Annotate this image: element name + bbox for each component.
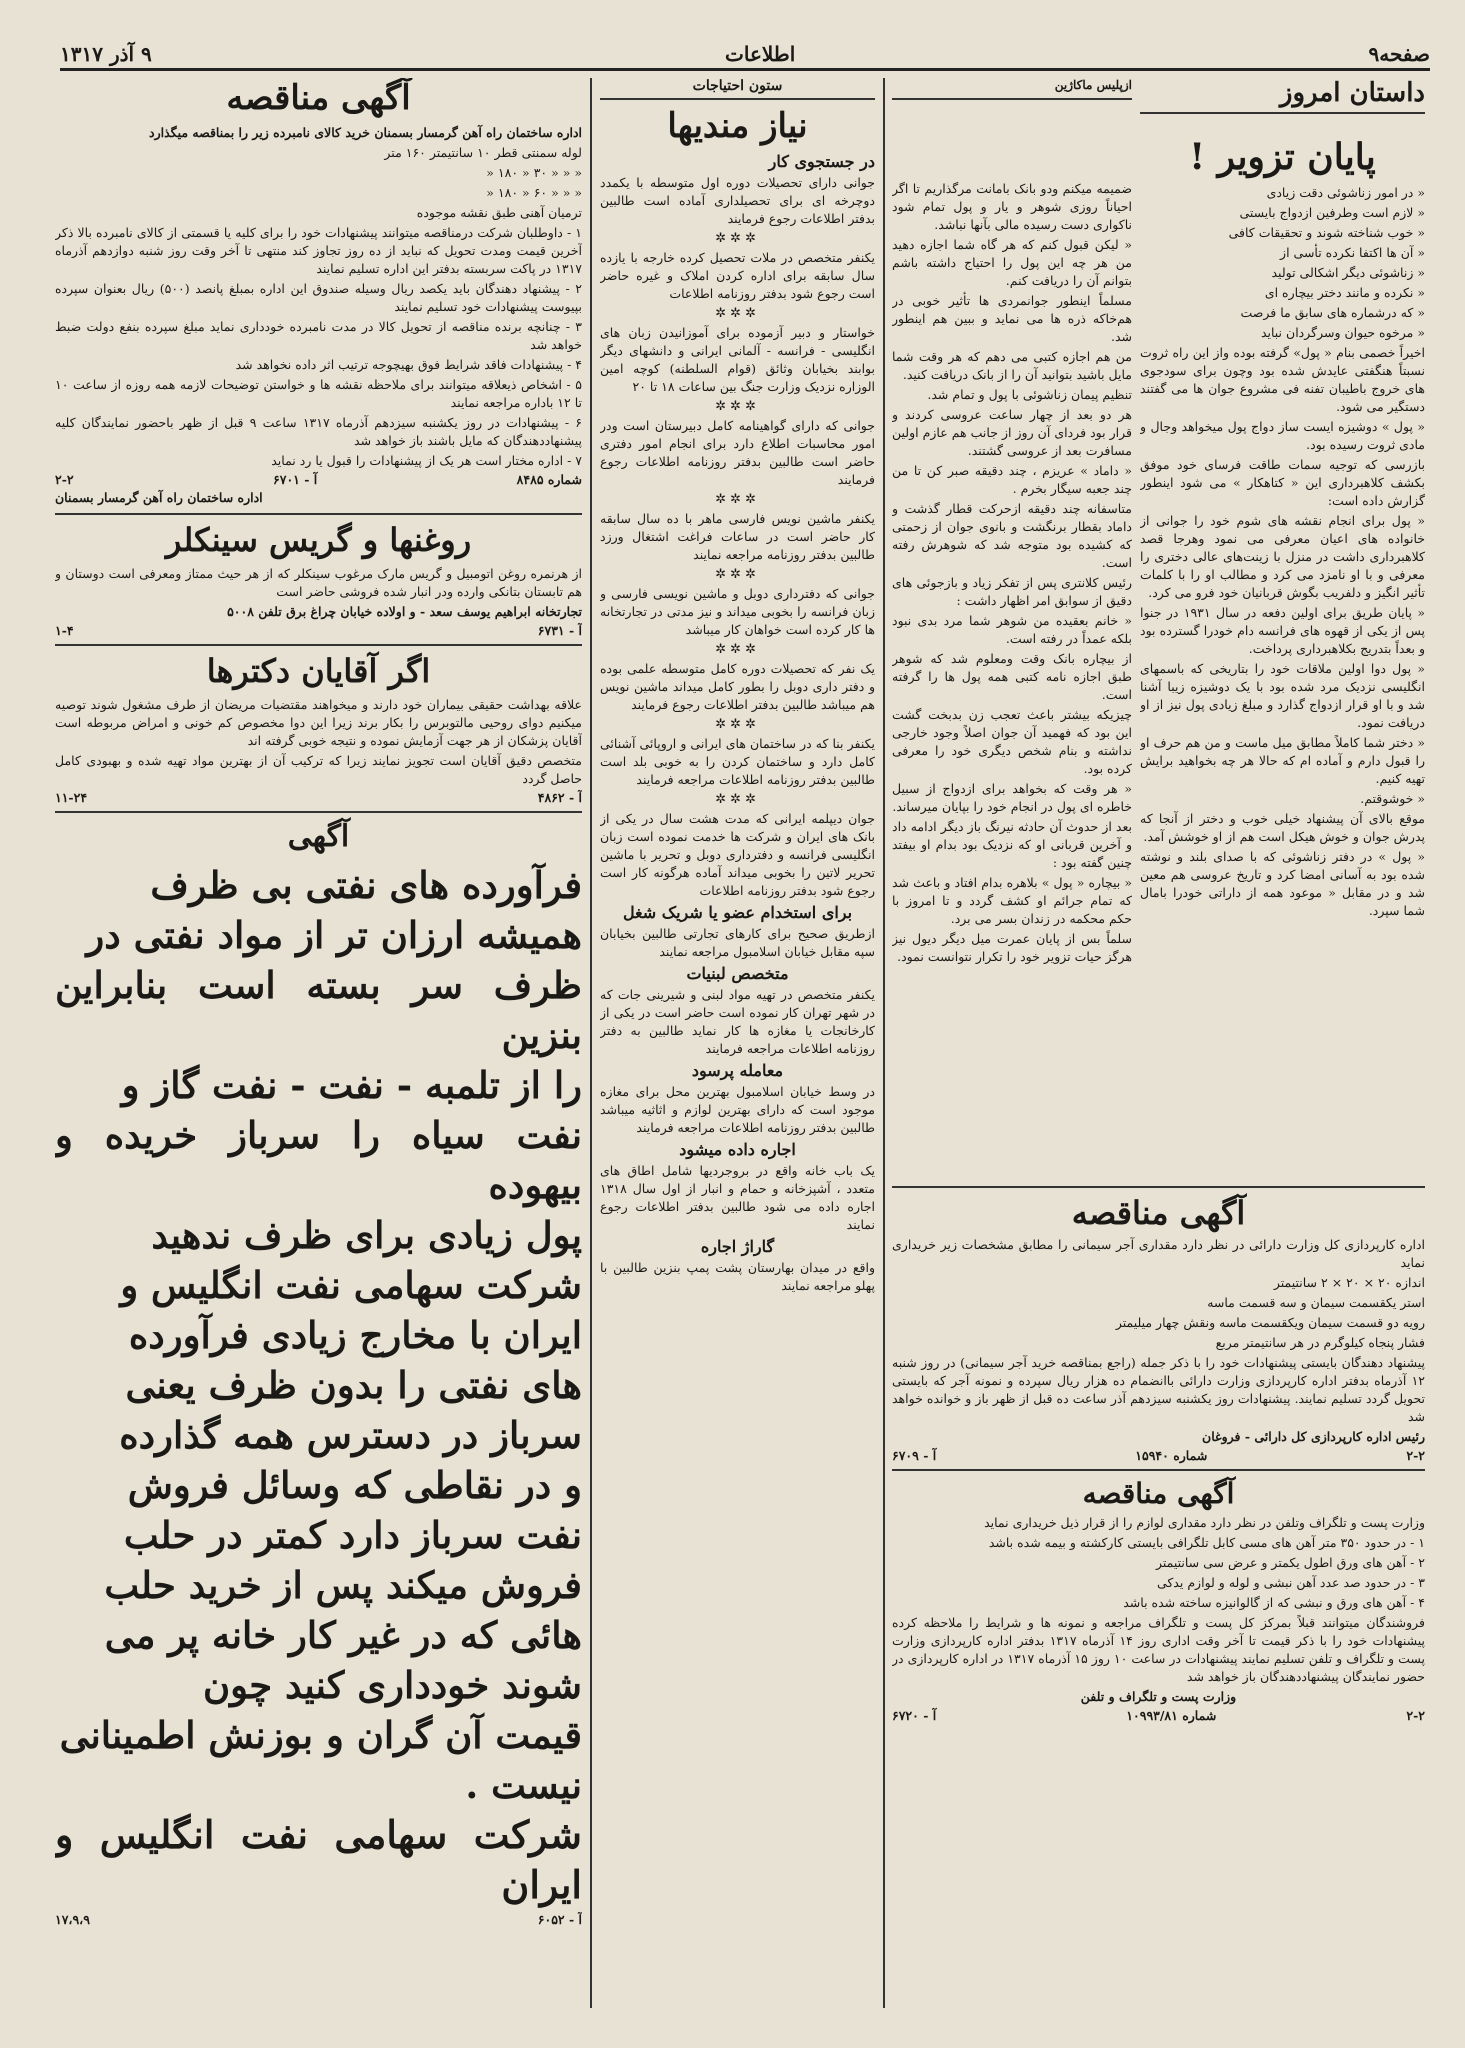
ad-reference [892,1708,1425,1723]
classified-item: ازطریق صحیح برای کارهای تجارتی طالبین بخیابان سپه مقابل خیابان اسلامبول مراجعه نمایند [600,926,875,959]
tender-item: ۱ - در حدود ۳۵۰ متر آهن های مسی کابل تلگرافی بایستی کارکشته و بیمه شده باشد [988,1535,1425,1550]
story-paragraph: مسلماً اینطور جوانمرد‌ی ها تأثیر خوبی در هم‌خاکه ذره ها می نماید و ببین هم اینطور شد. [892,293,1132,344]
classified-heading: برای استخدام عضو یا شریک شغل [622,903,853,922]
divider [55,811,582,813]
story-intro-bullets [1140,184,1425,342]
tender-condition: ۱ - داوطلبان شرکت درمناقصه میتوانند پیشنهادات خود را برای کلیه یا قسمتی از کالای نامبرده بالا ذکر آخرین قیمت ومدت تحویل که نباید از ده روز تجاوز کند منتهی تا آخر وقت روز شنبه دوازدهم آذرماه ۱۳۱۷ در پاکت سربسته بدفتر این اداره تسلیم نمایند [55,225,582,276]
tender-item: لوله سمنتی قطر ۱۰ سانتیمتر ۱۶۰ متر [384,145,582,160]
tender-condition: ۷ - اداره مختار است هر یک از پیشنهادات را قبول یا رد نماید [271,453,582,468]
story-paragraph: موقع بالای آن پیشنهاد خیلی خوب و دختر از آنجا که پدرش جوان و خوش هیکل است هم از او خوشش آمد. [1140,811,1425,844]
story-paragraph: رئیس کلانتری پس از تفکر زیاد و بازجوئی های دقیق از سوابق امر اظهار داشت : [892,575,1132,608]
story-paragraph: « پول » در دفتر زناشوئی که با صدای بلند و نوشته شده بود به آسانی امضا کرد و تاریخ عروسی هم معین شد و در مقابل « موعود همه از داراتی خودرا بامال شما سپرد. [1140,849,1425,918]
story-paragraph: « هر وقت که بخواهد برای ازدواج از سبیل خاطره ای پول در انجام ‌خود را بپایان میرساند. [892,781,1132,814]
tender-condition: ۳ - چنانچه برنده مناقصه از تحویل کالا در مدت نامبرده خودداری نماید مبلغ سپرده بنفع دولت ضبط خواهد شد [55,319,582,352]
ad-ref-code: آ - ۶۰۵۲ [537,1912,582,1927]
story-paragraph: « پول برای انجام نقشه های شوم خود را جوانی از خانواده های اعیان معرفی می نمود وهرجا قصد کلاهبرداری داشت در منزل با زینت‌های عالی دختری را معرفی و با او نامزد می کرد و مطالب او را با کلمات تأثیر انگیز و دلفریب بگوش قربانیان خود فرو می کرد. [1140,513,1425,600]
tender-body: فروشندگان میتوانند قبلاً بمرکز کل پست و تلگراف مراجعه و نمونه ها و شرایط را ملاحظه کرده پیشنهادات خود را با ذکر قیمت تا آخر وقت اداری روز ۱۴ آذرماه ۱۳۱۷ بدفتر اداره کارپردازی وزارت پست و تلگراف و تلفن تسلیم نمایند پیشنهادات در ساعت ۱۰ روز ۱۵ آذرماه ۱۳۱۷ در اداره کارپردازی در حضور نمایندگان پیشنهاددهندگان باز خواهد شد [892,1615,1425,1684]
ad-text: از هرنمره روغن اتومبیل و گریس مارک مرغوب سینکلر که از هر حیث ممتاز ومعرفی است دوستان و هم تابستان بتانکی وارده ودر انبار شده فروشی حاضر است [55,566,582,599]
tender-signature: وزارت پست و تلگراف و تلفن [1080,1689,1237,1704]
classified-item: جوانی که دارای گواهینامه کامل دبیرستان است ودر امور محاسبات اطلاع دارد برای انجام امور دفتری حاضر است طالبین بدفتر روزنامه اطلاعات رجوع فرمایند [600,418,875,487]
tender-spec: استر یکقسمت سیمان و سه قسمت ماسه [1207,1295,1425,1310]
ad-line: شوند خودداری کنید چون [202,1663,582,1707]
tender-item: ۴ - آهن های ورق و نبشی که از گالوانیزه ساخته شده باشد [1123,1595,1425,1610]
ad-ref-count: ۲-۲ [55,472,74,487]
tender-title: آگهی مناقصه [226,78,411,118]
story-paragraph: چیزیکه بیشتر باعث تعجب زن بدبخت گشت این بود که فهمید آن جوان اصلاً وجود خارجی نداشته و بنام شخص دیگری خود را معرفی کرده بود. [892,707,1132,776]
tender-body: پیشنهاد دهندگان بایستی پیشنهادات خود را با ذکر جمله (راجع بمناقصه خرید آجر سیمانی) در روز شنبه ۱۲ آذرماه بدفتر اداره کارپردازی وزارت دارائی باانضمام ده هزار ریال سپرده و نمونه آجر که بایستی تحویل گردد تسلیم نمایند. پیشنهادات روز یکشنبه سیزدهم آذر ساعت ده قبل از ظهر باز و خوانده خواهد شد [892,1355,1425,1424]
story-paragraph: بعد از حدوث آن حادثه نیرنگ باز دیگر ادامه داد و آخرین قربانی او که نزدیک بود بدام او بیفتد چنین گفته بود : [892,819,1132,870]
separator-icon: ✲✲✲ [715,306,760,321]
ad-number: شماره ۱۰۹۹۳/۸۱ [1126,1708,1217,1723]
ad-line: همیشه ارزان تر از مواد نفتی در [86,913,582,957]
issue-date: ۹ آذر ۱۳۱۷ [60,42,152,66]
story-paragraph: ضمیمه میکنم ودو بانک بامانت مرگذاریم تا اگر احیاناً روزی شوهر و یار و پول تمام شود ناکواری دست رسیده مالی بآنها نباشد. [892,181,1132,232]
tender-item: « « « ۳۰ « ۱۸۰ « [486,165,582,180]
ad-title: آگهی [287,819,350,854]
ad-reference [55,1912,582,1927]
story-paragraph: اخیراً خصمی بنام « پول» گرفته بوده واز این راه ثروت نسبتاً هنگفتی عاید‌ش شده بود وچون برای سودجوی های خروج باطیبان تفنه فی مشروع جوان ها می گفتند دستگیر می شود. [1140,345,1425,414]
classified-item: خواستار و دبیر آزموده برای آموزانیدن زبان های انگلیسی - فرانسه - آلمانی ایرانی و دانشهای دیگر بوابند بخیابان وثائق (قوام السلطنه) کوچه امین الوزاره نزدیک وزارت جنگ بین ساعات ۱۸ تا ۲۰ [600,325,875,394]
separator-icon: ✲✲✲ [715,231,760,246]
doctors-ad [55,652,582,805]
ad-title: روغنها و گریس سینکلر [165,521,472,559]
story-paragraph: تنظیم پیمان زناشوئی با پول و تمام شد. [927,387,1132,402]
classified-item: یکنفر بنا که در ساختمان های ایرانی و اروپائی آشنائی کامل دارد و ساختمان کردن را به خوبی بلد است طالبین بدفتر روزنامه اطلاعات مراجعه فرمایند [600,736,875,787]
tender-item: ۳ - در حدود صد عدد آهن نبشی و لوله و لوازم یدکی [1156,1575,1425,1590]
ad-reference [892,1448,1425,1463]
ad-ref-count: ۲-۲ [1406,1708,1425,1723]
story-paragraph: « خوشوقتم. [1360,791,1425,806]
ad-ref-code: آ - ۶۷۰۱ [273,472,318,487]
classified-heading: اجاره داده میشود [679,1140,796,1159]
bullet-line: « نکرده و مانند دختر بیچاره ای [1264,285,1425,300]
paper-name: اطلاعات [725,42,796,66]
ad-ref-code: آ - ۶۷۰۹ [892,1448,937,1463]
ads-column [55,78,582,2008]
ad-ref-code: آ - ۶۷۲۰ [892,1708,937,1723]
ad-line: و در نقاطی که وسائل فروش [127,1463,582,1507]
ad-line: نفت سرباز دارد کمتر در حلب [123,1513,582,1557]
bullet-line: « لازم است وطرفین ازدواج بایستی [1239,205,1425,220]
story-paragraph: سلماً بس از پایان عمرت میل دیگر دیول نیز هرگز حیات تزویر خود را تکرار نتوانست نمود. [892,931,1132,964]
divider [892,1186,1425,1188]
classified-item: یک باب خانه واقع در بروجردیها شامل اطاق های متعدد ، آشپزخانه و حمام و انبار از اول سال ۱۳۱۸ اجاره داده می شود طالبین بدفتر اطلاعات رجوع نمایند [600,1163,875,1232]
oil-company-ad [55,819,582,1927]
ad-text: علاقه بهداشت حقیقی بیماران خود دارند و میخواهند مقتضیات مریضان از طرف مشغول شوند توصیه میکنیم دوای روحیی مالتوبرس را بکار برند زیرا این دوا مخصوص کم خونی و امراض مربوطه است آقایان پزشکان از هر جهت آزمایش نموده و نتیجه خوبی گرفته اند [55,697,582,748]
story-paragraph: « دختر شما کاملاً مطابق میل ماست و من هم حرف او را قبول دارم و آماده ام که حالا هر چه بخواهید برایش تهیه کنیم. [1140,735,1425,786]
tender-intro: وزارت پست و تلگراف وتلفن در نظر دارد مقداری لوازم را از قرار ذیل خریداری نماید [984,1515,1425,1530]
tender-block [892,1180,1425,2008]
tender-ad [55,78,582,507]
bullet-line: « در امور زناشوئی دقت زیادی [1266,185,1425,200]
story-paragraph: « پول دوا اولین ملاقات خود را بتاریخی که باسمهای انگلیسی نزدیک مرد شده بود با یک دوشیزه زیبا آشنا شد و با او قرار ازدواج گذارد و مبلغ زیادی پول نیز از او دریافت نمود. [1140,661,1425,730]
separator-icon: ✲✲✲ [715,642,760,657]
ad-line: های نفتی را بدون ظرف یعنی [125,1363,582,1407]
ad-text: تجارتخانه ابراهیم یوسف سعد - و اولاده خیابان چراغ برق تلفن ۵۰۰۸ [227,604,582,619]
separator-icon: ✲✲✲ [715,399,760,414]
section-title: داستان امروز [1140,78,1425,114]
sinclair-oil-ad [55,521,582,638]
tender-item: « « « ۶۰ « ۱۸۰ « [486,185,582,200]
ad-ref-count: ۲-۲ [1406,1448,1425,1463]
divider [892,1469,1425,1471]
story-paragraph: بازرسی که توجیه سمات طاقت فرسای خود موفق بکشف کلاهبرداری این « کتاهکار » می شود اینطور گزارش داده است: [1140,457,1425,508]
ad-line: فرآورده های نفتی بی ظرف [150,863,582,907]
divider [55,644,582,646]
classified-item: جوانی دارای تحصیلات دوره اول متوسطه با یکمدد دوچرخه ای برای تحصیلداری آماده است طالبین بدفتر اطلاعات رجوع فرمایند [600,175,875,226]
ad-line: نفت سیاه را سرباز خریده و بیهوده [55,1113,582,1207]
story-paragraph: من هم اجازه کتبی می دهم که هر وقت شما مایل باشید بتوانید آن را از بانک دریافت کنید. [892,349,1132,382]
tender-condition: ۴ - پیشنهادات فاقد شرایط فوق بهیچوجه ترتیب اثر داده نخواهد شد [235,357,582,372]
story-paragraph: « خانم بعقیده من شوهر شما مرد بدی نبود بلکه عمداً در رفته است. [892,613,1132,646]
story-paragraph: « پول » دوشیزه ایست ساز دواج پول میخواهد وجال و مادی ثروت رسیده بود. [1140,419,1425,452]
tender-spec: فشار پنجاه کیلوگرم در هر سانتیمتر مربع [1215,1335,1425,1350]
tender-condition: ۲ - پیشنهاد دهندگان باید یکصد ریال وسیله صندوق این اداره بمبلغ پانصد (۵۰۰) ریال بعنوان سپرده بپیوست پیشنهادات خود تسلیم نمایند [55,281,582,314]
tender-condition: ۶ - پیشنهادات در روز یکشنبه سیزدهم آذرماه ۱۳۱۷ ساعت ۹ قبل از ظهر باحضور نمایندگان کلیه پیشنهاددهندگان که مایل باشند باز خواهد شد [55,415,582,448]
ad-line: فروش میکند پس از خرید حلب [104,1563,582,1607]
tender-spec: رویه دو قسمت سیمان ویکقسمت ماسه ونقش چهار میلیمتر [1115,1315,1425,1330]
story-title: پایان تزویر ! [1189,136,1376,178]
tender-condition: ۵ - اشخاص ذیعلاقه میتوانند برای ملاحظه نقشه ها و خواستن توضیحات لازمه همه روزه از ساعت ۱۰ تا ۱۲ باداره مراجعه نمایند [55,377,582,410]
tender-title: آگهی مناقصه [1082,1477,1235,1510]
classified-heading: متخصص لبنیات [686,964,789,983]
classified-heading: معامله پرسود [691,1061,784,1080]
column-divider [883,78,885,2008]
classified-item: جوانی که دفترداری دوبل و ماشین نویسی فارسی و زبان فرانسه را بخوبی میداند و نیز مدتی در تجارتخانه ها کار کرده است خواهان کار میباشد [600,586,875,637]
story-paragraph: « داماد » عریزم ، چند دقیقه صبر کن تا من چند جعبه سیگار بخرم . [892,463,1132,496]
ad-ref-count: ۱-۴ [55,623,74,638]
classified-item: واقع در میدان بهارستان پشت پمپ بنزین طالبین با پهلو مراجعه نمایند [600,1260,875,1293]
ad-reference [55,790,582,805]
ad-ref-code: آ - ۴۸۶۲ [537,790,582,805]
bullet-line: « زناشوئی دیگر اشکالی تولید [1271,265,1425,280]
tender-signature: رئیس اداره کارپردازی کل دارائی - فروغان [1202,1429,1425,1444]
story-paragraph: هر دو بعد از چهار ساعت عروسی کردند و قرار بود فردای آن روز از جانب هم عازم اولین مسافرت بعد از عروسی گشتند. [892,407,1132,458]
story-paragraph: متاسفانه چند دقیقه ازحرکت قطار گذشت و داماد بقطار برنگشت و بانوی جوان از زحمتی که کشیده بود متوجه شد که شوهرش رفته است. [892,501,1132,570]
classifieds-title: نیاز مندیها [667,106,808,146]
classified-item: در وسط خیابان اسلامبول بهترین محل برای مغازه موجود است که دارای بهترین لوازم و اثاثیه میباشد طالبین بدفتر روزنامه اطلاعات مراجعه فرمایند [600,1084,875,1135]
story-paragraph: از بیچاره بانک وقت ومعلوم شد که شوهر طبق اجازه نامه کتبی همه پول ها را گرفته است. [892,651,1132,702]
ad-line: نیست . [465,1763,582,1807]
ad-number: شماره ۱۵۹۴۰ [1135,1448,1208,1463]
ad-line: پول زیادی برای ظرف ندهید [151,1213,582,1257]
tender-signature: اداره ساختمان راه آهن گرمسار بسمنان [55,490,263,505]
story-middle-column [892,78,1132,1178]
bullet-line: « خوب شناخته شوند و تحقیقات کافی [1228,225,1425,240]
ad-line: شرکت سهامی نفت انگلیس و [120,1263,582,1307]
ad-text: متخصص دقیق آقایان است تجویز نمایند زیرا که ترکیب آن از بهترین مواد تهیه شده و بهبودی کامل حاصل گردد [55,753,582,786]
separator-icon: ✲✲✲ [715,792,760,807]
ad-title: اگر آقایان دکترها [206,652,431,690]
ad-ref-count: ۱۷،۹،۹ [55,1912,90,1927]
ad-line: سرباز در دسترس همه گذارده [119,1413,582,1457]
classified-item: یکنفر متخصص در تهیه مواد لبنی و شیرینی جات که در شهر تهران کار نموده است حاضر است در یکی از کارخانجات یا مغازه ها کار نماید طالبین به دفتر روزنامه اطلاعات مراجعه فرمایند [600,987,875,1056]
ad-line: ایران با مخارج زیادی فرآورده [128,1313,582,1357]
divider [55,513,582,515]
classified-item: یکنفر ماشین نویس فارسی ماهر با ده سال سابقه کار حاضر است در ساعات فراغت اشتغال ورزد طالبین بدفتر روزنامه مراجعه نمایند [600,511,875,562]
ad-reference [55,472,582,487]
bullet-line: « مرخوه حیوان وسرگردان نباید [1260,325,1425,340]
tender-intro: اداره ساختمان راه آهن گرمسار بسمنان خرید کالای نامبرده زیر را بمناقصه میگذارد [149,125,582,140]
tender-item: ۲ - آهن های ورق اطول یکمتر و عرض سی سانتیمتر [1155,1555,1425,1570]
section-title: ستون احتیاجات [600,78,875,100]
ad-number: شماره ۸۴۸۵ [516,472,582,487]
classifieds-subtitle: در جستجوی کار [768,152,875,171]
tender-note: ترمیان آهنی طبق نقشه موجوده [416,205,582,220]
ad-ref-code: آ - ۶۷۳۱ [537,623,582,638]
bullet-line: « که درشماره های سابق ما فرصت [1240,305,1425,320]
ad-line: قیمت آن گران و بوزنش اطمینانی [59,1713,582,1757]
classified-heading: گاراژ اجاره [700,1237,775,1256]
classified-item: یک نفر که تحصیلات دوره کامل متوسطه علمی بوده و دفتر داری دوبل را بطور کامل میداند ماشین نویس هم میباشد طالبین بدفتر اطلاعات رجوع فرمایند [600,661,875,712]
ad-signature: شرکت سهامی نفت انگلیس و ایران [55,1812,582,1907]
ad-line: ظرف سر بسته است بنابراین بنزین [55,963,582,1057]
story-paragraph: « لیکن قبول کنم که هر گاه شما اجازه دهید من هر چه این پول را احتیاج داشته باشم بتوانم آن را دریافت کنم. [892,237,1132,288]
story-paragraph: « بیچاره « پول » بلاهره بدام افتاد و باعث شد که تمام جرائم او کشف گردد و تا امروز با حکم محکمه در زندان بسر می برد. [892,875,1132,926]
story-paragraph: « پایان طریق برای اولین دفعه در سال ۱۹۳۱ در جنوا پس از یکی از قهوه های فرانسه دام خودرا گسترده بود و بعداً بتدریج بکلاهبرداری پرداخت. [1140,605,1425,656]
tender-intro: اداره کارپردازی کل وزارت دارائی در نظر دارد مقداری آجر سیمانی را مطابق مشخصات زیر خریداری نماید [892,1237,1425,1270]
separator-icon: ✲✲✲ [715,492,760,507]
ad-ref-count: ۱۱-۲۴ [55,790,88,805]
classifieds-column [600,78,875,2008]
page-number: صفحه۹ [1368,42,1430,66]
ad-reference [55,623,582,638]
column-divider [590,78,592,2008]
tender-title: آگهی مناقصه [1071,1194,1246,1232]
page-header [60,38,1430,71]
bullet-line: « آن ها اکتفا نکرده تأسی از [1280,245,1425,260]
tender-spec: اندازه ۲۰ × ۲۰ × ۲ سانتیمتر [1273,1275,1425,1290]
ad-line: هائی که در غیر کار خانه پر می [104,1613,582,1657]
ad-line: را از تلمبه - نفت - نفت گاز و [121,1063,582,1107]
classified-item: جوان دیپلمه ایرانی که مدت هشت سال در یکی از بانک های ایران و شرکت ها خدمت نموده است زبان انگلیسی فرانسه و دفترداری دوبل و تحریر با ماشین تحریر لاتین را بخوبی میداند آماده هرگونه کار است رجوع شود بدفتر روزنامه اطلاعات [600,811,875,898]
story-source: ازپلیس ماکاژین [892,78,1132,100]
separator-icon: ✲✲✲ [715,567,760,582]
separator-icon: ✲✲✲ [715,717,760,732]
classified-item: یکنفر متخصص در ملات تحصیل کرده خارجه با یازده سال سابقه برای اداره کردن املاک و غیره حاضر است رجوع شود بدفتر روزنامه اطلاعات [600,250,875,301]
